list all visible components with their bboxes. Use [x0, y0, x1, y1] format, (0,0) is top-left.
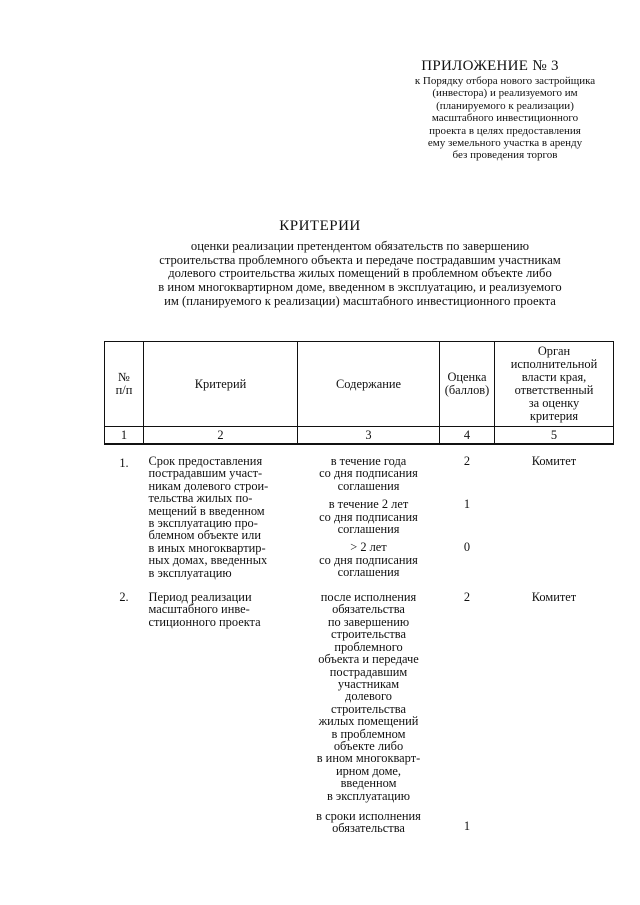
appendix-line: (планируемого к реализации) — [436, 99, 574, 112]
criteria-title: КРИТЕРИИ — [279, 218, 361, 234]
header-score-text: Оценка (баллов) — [444, 370, 490, 397]
appendix-block — [380, 58, 630, 162]
row-score — [440, 444, 495, 579]
header-content — [298, 342, 440, 427]
criteria-subtitle-line: оценки реализации претендентом обязательств по завершению — [190, 239, 530, 253]
header-num — [105, 342, 144, 427]
row-content — [298, 444, 440, 579]
column-number: 3 — [298, 427, 440, 445]
table-row — [105, 579, 614, 835]
appendix-line: ему земельного участка в аренду — [427, 137, 583, 150]
row-criterion-text: Срок предоставления пострадавшим участ- никам долевого строи- тельства жилых по- мещений в введенном в эксплуатацию про- блемном объекте или в иных многоквартир- ных домах, введенных в эксплуатацию — [148, 454, 269, 580]
row-criterion — [144, 444, 298, 579]
column-number: 4 — [440, 427, 495, 445]
option-score: 1 — [463, 819, 471, 834]
header-num-text: № п/п — [115, 370, 133, 397]
column-number-row — [105, 427, 614, 445]
option-score: 0 — [463, 540, 471, 554]
option-content: в течение 2 лет со дня подписания соглашения — [319, 497, 418, 537]
criteria-subtitle-line: в ином многоквартирном доме, введенном в эксплуатацию, и реализуемого — [158, 280, 562, 295]
criteria-subtitle-line: долевого строительства жилых помещений в проблемном объекте либо — [168, 266, 552, 281]
row-score — [440, 579, 495, 835]
table-header-row — [105, 342, 614, 427]
appendix-line: (инвестора) и реализуемого им — [432, 87, 578, 100]
column-number: 5 — [495, 427, 614, 445]
row-number: 2. — [119, 590, 129, 605]
appendix-line: к Порядку отбора нового застройщика — [414, 75, 596, 87]
row-number: 1. — [119, 456, 129, 470]
header-score — [440, 342, 495, 427]
criteria-table — [104, 341, 614, 835]
criteria-subtitle — [95, 240, 625, 309]
appendix-line: масштабного инвестиционного — [431, 112, 579, 125]
option-content: > 2 лет со дня подписания соглашения — [319, 540, 418, 580]
header-criterion — [144, 342, 298, 427]
criteria-subtitle-line: строительства проблемного объекта и передаче пострадавшим участникам — [159, 252, 561, 267]
column-number: 1 — [105, 427, 144, 445]
criteria-subtitle-line: им (планируемого к реализации) масштабного инвестиционного проекта — [164, 293, 556, 308]
appendix-line: проекта в целях предоставления — [429, 124, 581, 137]
appendix-title: ПРИЛОЖЕНИЕ № 3 — [421, 58, 559, 74]
header-criterion-text: Критерий — [194, 376, 247, 391]
option-score: 2 — [463, 590, 471, 605]
header-organ — [495, 342, 614, 427]
row-organ: Комитет — [531, 590, 577, 605]
appendix-line: без проведения торгов — [452, 149, 558, 162]
header-content-text: Содержание — [336, 376, 401, 391]
option-score: 2 — [463, 454, 471, 468]
column-number: 2 — [144, 427, 298, 445]
row-content — [298, 579, 440, 835]
row-criterion — [144, 579, 298, 835]
row-criterion-text: Период реализации масштабного инве- стиционного проекта — [148, 590, 261, 629]
header-organ-text: Орган исполнительной власти края, ответственный за оценку критерия — [510, 344, 598, 423]
option-score: 1 — [463, 497, 471, 511]
option-content: в сроки исполнения обязательства — [316, 808, 421, 836]
option-content: после исполнения обязательства по завершению строительства проблемного объекта и передаче пострадавшим участникам долевого строительства жилых помещений в проблемном объекте либо в ином многокварт- ирном доме, введенном в эксплуатацию — [316, 590, 421, 803]
option-content: в течение года со дня подписания соглашения — [319, 454, 418, 493]
table-row — [105, 444, 614, 579]
row-organ: Комитет — [531, 454, 577, 468]
